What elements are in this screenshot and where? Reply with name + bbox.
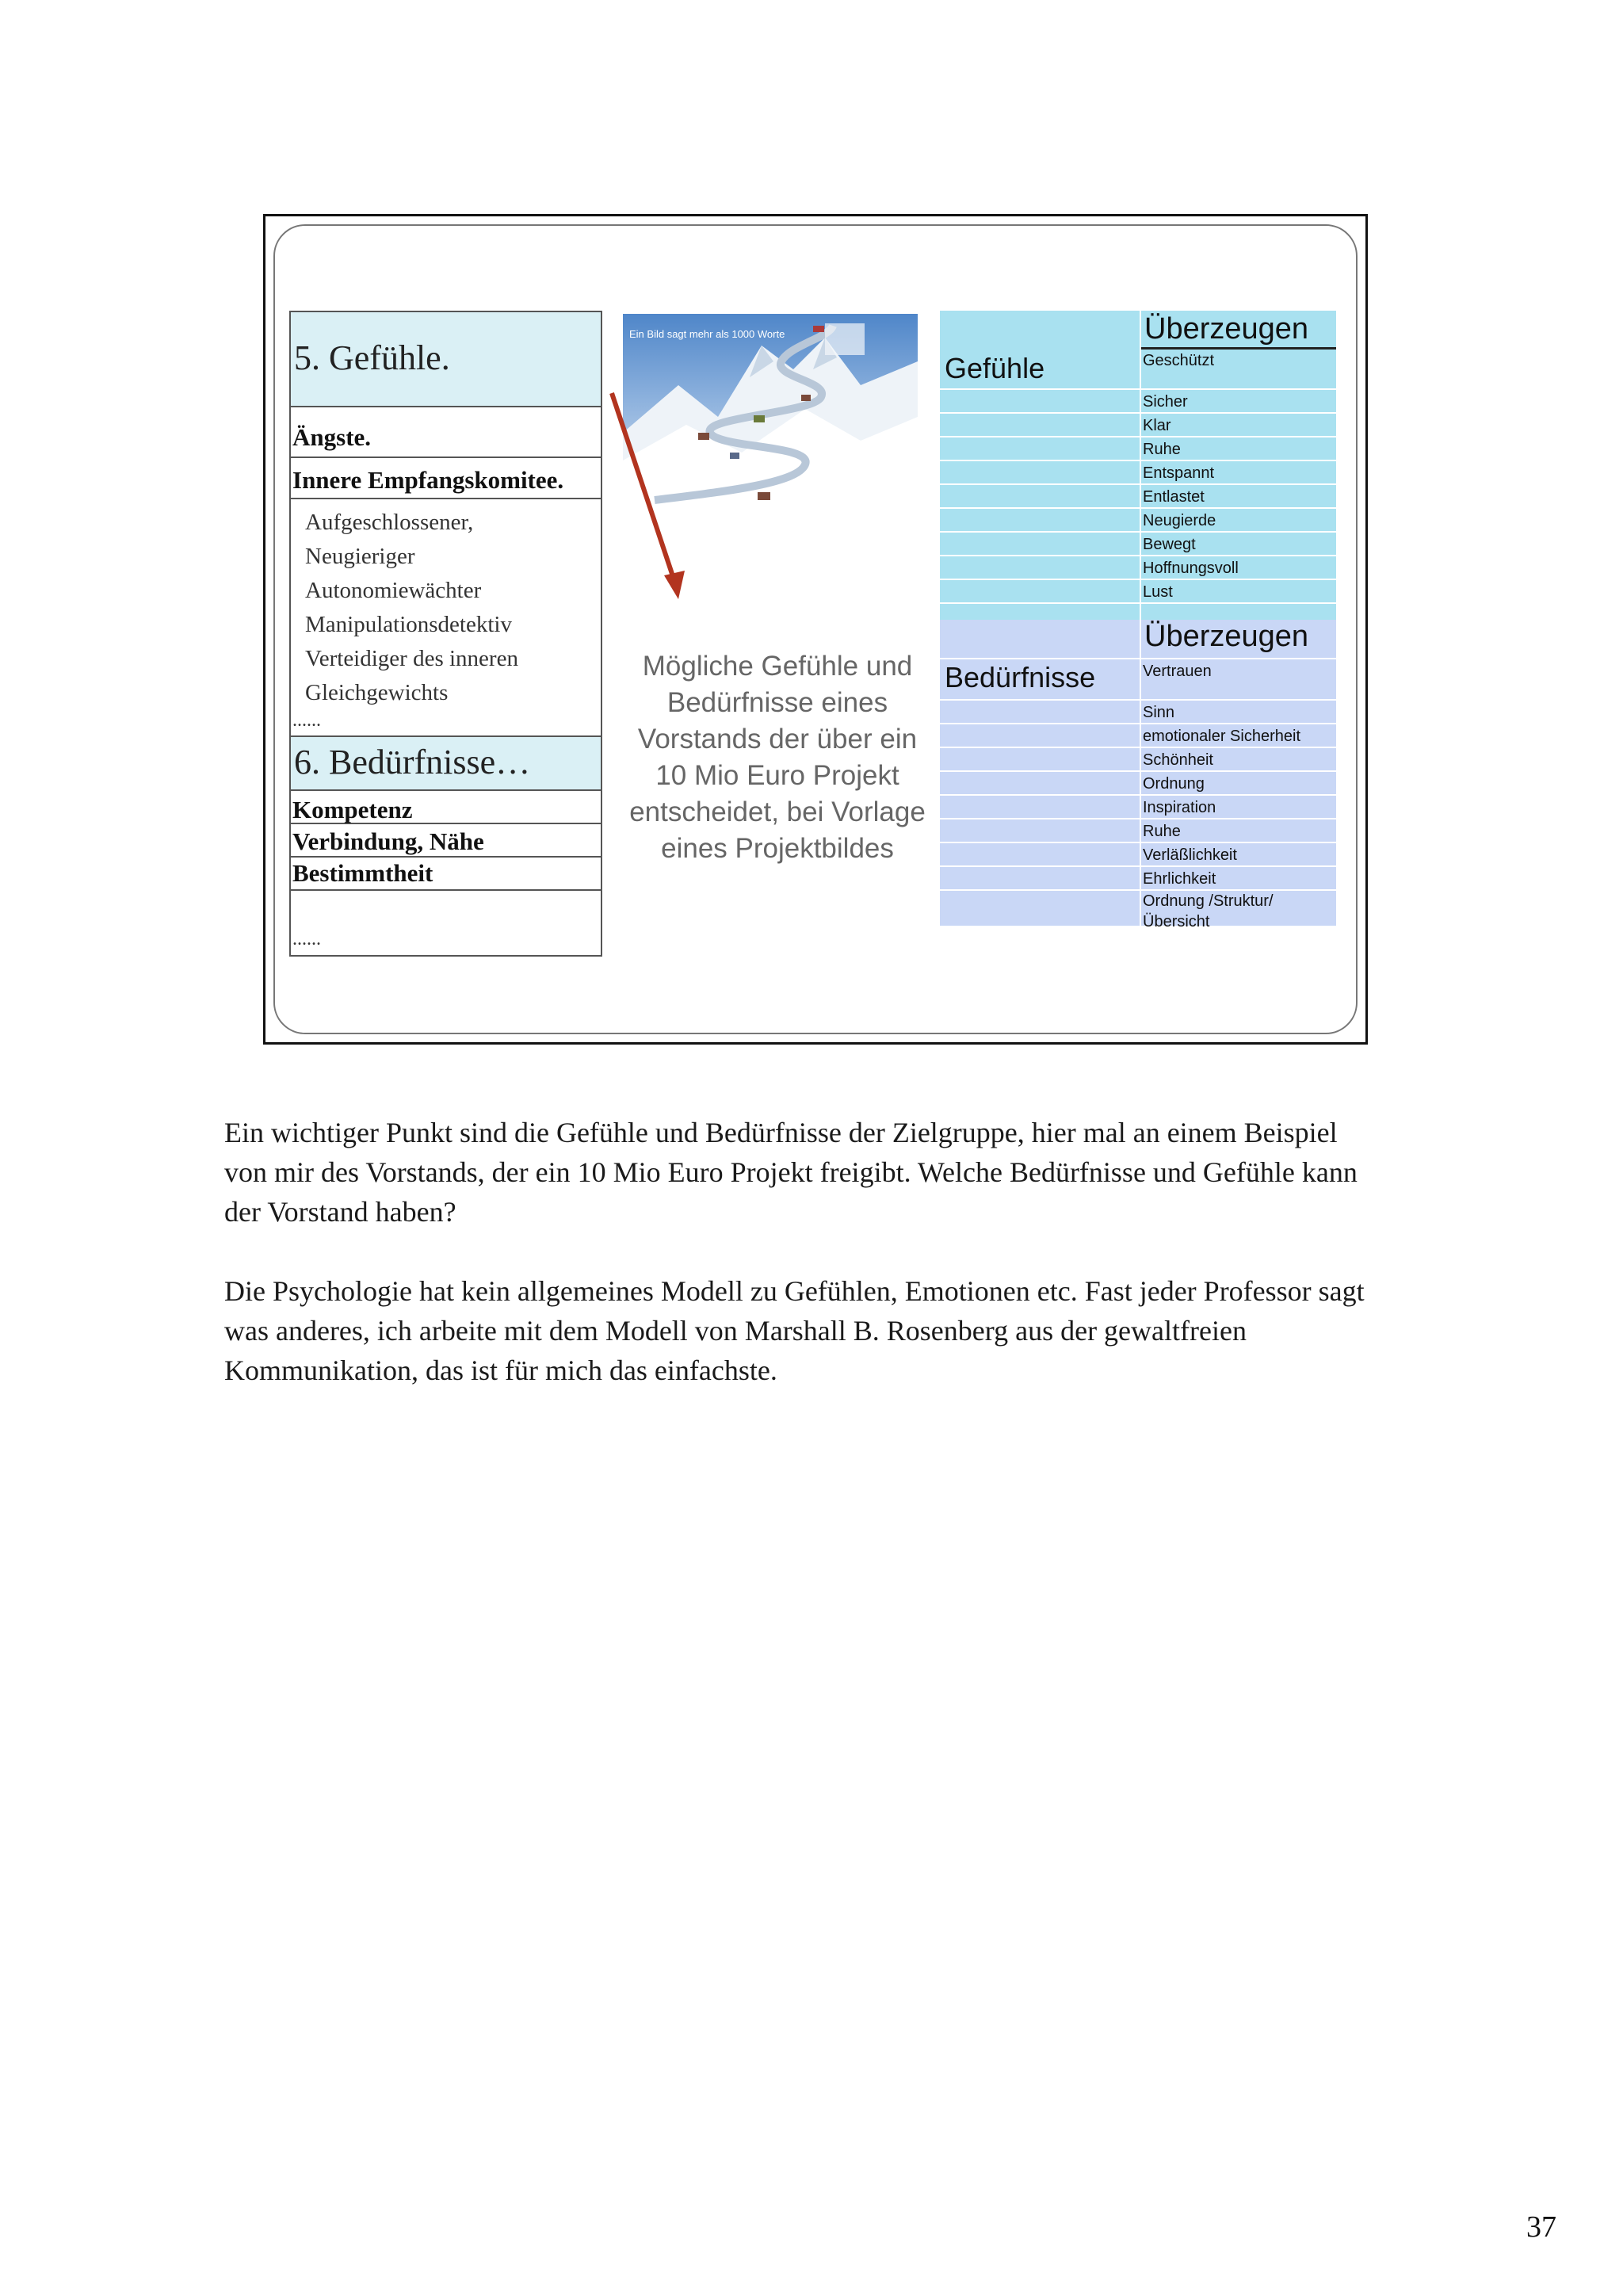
need-item: Sinn: [1143, 704, 1175, 721]
caption-line: 10 Mio Euro Projekt: [655, 760, 899, 791]
feeling-item: Entlastet: [1143, 488, 1205, 506]
list-item: Autonomiewächter: [305, 578, 482, 603]
needs-column-title: Überzeugen: [1144, 620, 1309, 653]
feeling-item: Lust: [1143, 583, 1173, 601]
feelings-label: Gefühle: [945, 352, 1045, 384]
need-cell: [291, 858, 601, 891]
feeling-item: Geschützt: [1143, 352, 1215, 369]
table-row: [940, 437, 1336, 461]
table-row: [940, 701, 1336, 724]
needs-section: [940, 620, 1336, 930]
text-line: Ein wichtiger Punkt sind die Gefühle und Bedürfnisse der Zielgruppe, hier mal an einem Beispiel: [224, 1117, 1338, 1148]
table-row: [940, 580, 1336, 604]
feelings-heading: 5. Gefühle.: [294, 338, 450, 377]
table-row: [940, 533, 1336, 556]
feelings-heading-cell: [291, 312, 601, 407]
feeling-item: Bewegt: [1143, 536, 1196, 553]
table-row: [940, 461, 1336, 485]
fears-label: Ängste.: [292, 423, 372, 451]
feeling-item: Klar: [1143, 417, 1171, 434]
paragraph-1: [224, 1113, 1413, 1232]
table-row: [940, 867, 1336, 891]
text-line: Die Psychologie hat kein allgemeines Modell zu Gefühlen, Emotionen etc. Fast jeder Professor sagt: [224, 1275, 1365, 1307]
picture-caption: Ein Bild sagt mehr als 1000 Worte: [629, 328, 785, 340]
table-row: [940, 796, 1336, 819]
table-row: [940, 390, 1336, 414]
inner-committee-label: Innere Empfangskomitee.: [292, 466, 564, 494]
need-item: Übersicht: [1143, 913, 1210, 930]
text-line: was anderes, ich arbeite mit dem Modell von Marshall B. Rosenberg aus der gewaltfreien: [224, 1315, 1247, 1347]
need-item: Vertrauen: [1143, 663, 1212, 680]
caption-line: eines Projektbildes: [661, 833, 894, 864]
needs-heading-cell: [291, 735, 601, 791]
feeling-item: Ruhe: [1143, 441, 1181, 458]
table-row: [940, 748, 1336, 772]
feeling-item: Entspannt: [1143, 464, 1215, 482]
table-row: [940, 414, 1336, 437]
caption-line: Mögliche Gefühle und: [642, 651, 913, 682]
feeling-item: Hoffnungsvoll: [1143, 560, 1239, 577]
need-item: Ruhe: [1143, 823, 1181, 840]
list-item: Gleichgewichts: [305, 680, 449, 705]
red-arrow-icon: [602, 388, 689, 610]
caption-line: entscheidet, bei Vorlage: [629, 797, 926, 827]
need-cell: [291, 791, 601, 824]
list-item: Verteidiger des inneren: [305, 646, 518, 671]
ellipsis: ......: [292, 710, 321, 731]
inner-committee-cell: [291, 458, 601, 499]
need-item: Verläßlichkeit: [1143, 846, 1237, 864]
need-connection: Verbindung, Nähe: [292, 827, 484, 855]
need-competence: Kompetenz: [292, 796, 413, 823]
fears-cell: [291, 407, 601, 458]
caption-line: Bedürfnisse eines: [666, 687, 888, 718]
table-row: [940, 772, 1336, 796]
page-number: 37: [1526, 2210, 1556, 2244]
caption-line: Vorstands der über ein: [637, 724, 918, 755]
need-item: Ordnung /Struktur/: [1143, 892, 1274, 910]
committee-list: [305, 506, 518, 710]
text-line: Kommunikation, das ist für mich das einfachste.: [224, 1354, 777, 1386]
need-item: Ordnung: [1143, 775, 1205, 793]
slide-caption: [615, 648, 940, 867]
table-row: [940, 485, 1336, 509]
list-item: Aufgeschlossener,: [305, 510, 474, 535]
need-item: Schönheit: [1143, 751, 1213, 769]
needs-label: Bedürfnisse: [945, 661, 1096, 693]
list-item: Manipulationsdetektiv: [305, 612, 512, 637]
right-table: [940, 311, 1336, 930]
need-certainty: Bestimmtheit: [292, 859, 433, 887]
list-item: Neugieriger: [305, 544, 415, 569]
paragraph-2: [224, 1271, 1413, 1390]
left-table: [289, 311, 602, 957]
table-row: [940, 843, 1336, 867]
need-item: emotionaler Sicherheit: [1143, 728, 1300, 745]
feeling-item: Neugierde: [1143, 512, 1216, 529]
text-line: der Vorstand haben?: [224, 1196, 456, 1228]
feelings-section: [940, 311, 1336, 620]
table-row: [940, 509, 1336, 533]
need-item: Ehrlichkeit: [1143, 870, 1216, 888]
feeling-item: Sicher: [1143, 393, 1188, 411]
table-row: [940, 556, 1336, 580]
feelings-column-title: Überzeugen: [1144, 312, 1309, 346]
ellipsis: ......: [292, 929, 321, 949]
table-row: [940, 819, 1336, 843]
needs-heading: 6. Bedürfnisse…: [294, 743, 531, 781]
need-item: Inspiration: [1143, 799, 1216, 816]
need-cell: [291, 824, 601, 858]
text-line: von mir des Vorstands, der ein 10 Mio Euro Projekt freigibt. Welche Bedürfnisse und Gefühle kann: [224, 1156, 1358, 1188]
